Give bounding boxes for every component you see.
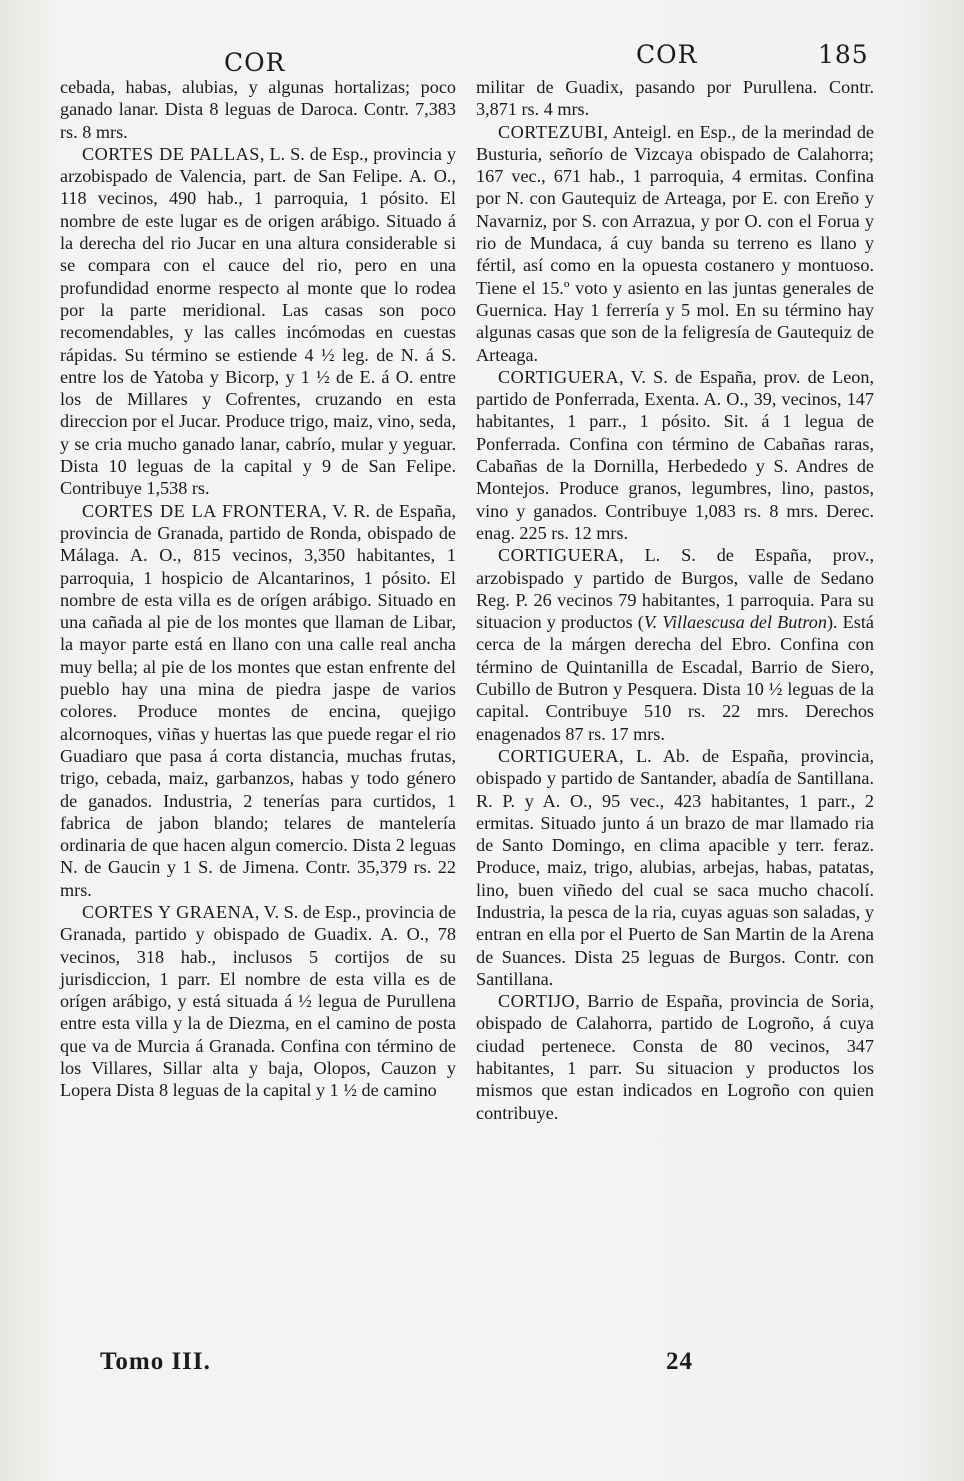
entry-body: , V. S. de Esp., provincia de Granada, partido y obispado de Guadix. A. O., 78 vecinos, 318 hab., inclusos 5 cortijos de su jurisdiccion, 1 parr. El nombre de esta villa es de orígen arábigo, y está situada á ½ legua de Purullena entre esta villa y la de Diezma, en el camino de posta que va de Murcia á Granada. Confina con término de los Villares, Sillar alta y baja, Olopos, Cauzon y Lopera Dista 8 leguas de la capital y 1 ½ de camino — [60, 901, 456, 1101]
right-column — [476, 76, 874, 1124]
entry-body: , Anteigl. en Esp., de la merindad de Busturia, señorío de Vizcaya obispado de Calahorra; 167 vec., 671 hab., 1 parroquia, 4 ermitas. Confina por N. con Gautequiz de Arteaga, por E. con Ereño y Navarniz, por S. con Arrazua, y por O. con el Forua y rio de Mundaca, á cuy banda su terreno es llano y fértil, así como en la opuesta costanero y montuoso. Tiene el 15.º voto y asiento en las juntas generales de Guernica. Hay 1 ferrería y 5 mol. En su término hay algunas casas que son de la feligresía de Gautequiz de Arteaga. — [476, 121, 874, 365]
signature-mark: 24 — [666, 1348, 693, 1375]
page-number: 185 — [818, 40, 869, 69]
entry-headword: CORTES DE PALLAS — [82, 143, 260, 164]
entry-body: , Barrio de España, provincia de Soria, obispado de Calahorra, partido de Logroño, á cuya ciudad pertenece. Consta de 80 vecinos, 347 habitantes, 1 parr. Su situacion y productos los mismos que estan indicados en Logroño con quien contribuye. — [476, 991, 874, 1123]
entry-headword: CORTES Y GRAENA — [82, 901, 255, 922]
left-column — [60, 76, 456, 1102]
entry-headword: CORTES DE LA FRONTERA — [82, 500, 323, 521]
entry-headword: CORTEZUBI — [498, 121, 604, 142]
entry-body: , V. S. de España, prov. de Leon, partido de Ponferrada, Exenta. A. O., 39, vecinos, 147 habitantes, 1 parr., 1 pósito. Sit. á 1 legua de Ponferrada. Confina con término de Cabañas raras, Cabañas de la Dornilla, Herbededo y S. Andres de Montejos. Produce granos, legumbres, lino, pastos, vino y ganados. Contribuye 1,083 rs. 8 mrs. Derec. enag. 225 rs. 12 mrs. — [476, 366, 874, 543]
continuation-text: cebada, habas, alubias, y algunas hortalizas; poco ganado lanar. Dista 8 leguas de Daroca. Contr. 7,383 rs. 8 mrs. — [60, 77, 456, 142]
entry-headword: CORTIGUERA — [498, 366, 620, 387]
entry-headword: CORTIGUERA — [498, 545, 620, 566]
entry-cortiguera-burgos — [476, 544, 874, 745]
entry-body: , L. Ab. de España, provincia, obispado y partido de Santander, abadía de Santillana. R. P. y A. O., 95 vec., 423 habitantes, 1 parr., 2 ermitas. Situado junto á un brazo de mar llamado ria de Santo Domingo, en clima apacible y terr. feraz. Produce, maiz, trigo, alubias, arbejas, habas, patatas, lino, buen viñedo del cual se saca mucho chacolí. Industria, la pesca de la ria, cuyas aguas son saladas, y entran en ella por el Puerto de San Martin de la Arena de Suances. Dista 25 leguas de Burgos. Contr. con Santillana. — [476, 745, 874, 989]
entry-headword: CORTIGUERA — [498, 745, 620, 766]
entry-cortiguera-leon — [476, 366, 874, 544]
continuation-text: militar de Guadix, pasando por Purullena. Contr. 3,871 rs. 4 mrs. — [476, 77, 874, 120]
entry-body: ). Está cerca de la márgen derecha del Ebro. Confina con término de Quintanilla de Escadal, Barrio de Siero, Cubillo de Butron y Pesquera. Dista 10 ½ leguas de la capital. Contribuye 510 rs. 22 mrs. Derechos enagenados 87 rs. 17 mrs. — [476, 612, 874, 744]
entry-cortiguera-santander — [476, 745, 874, 990]
left-running-head: COR — [224, 48, 286, 77]
entry-body: , L. S. de Esp., provincia y arzobispado de Valencia, part. de San Felipe. A. O., 118 vecinos, 490 hab., 1 parroquia, 1 pósito. El nombre de este lugar es de origen arábigo. Situado á la derecha del rio Jucar en una altura considerable si se compara con el cauce del rio, pero en una profundidad enorme respecto al monte que lo rodea por la parte meridional. Las casas son poco recomendables, y las calles incómodas en cuestas rápidas. Su término se estiende 4 ½ leg. de N. á S. entre los de Yatoba y Bicorp, y 1 ½ de E. á O. entre los de Millares y Cofrentes, cruzando en esta direccion por el Jucar. Produce trigo, maiz, vino, seda, y se cria mucho ganado lanar, cabrío, mular y yeguar. Dista 10 leguas de la capital y 9 de San Felipe. Contribuye 1,538 rs. — [60, 143, 456, 499]
volume-label: Tomo III. — [100, 1348, 211, 1375]
entry-cortes-de-la-frontera — [60, 500, 456, 901]
entry-cortes-y-graena — [60, 901, 456, 1102]
cross-reference: V. Villaescusa del Butron — [643, 612, 827, 633]
entry-body-before-reference: , L. S. de España, prov., arzobispado y partido de Burgos, valle de Sedano Reg. P. 26 vecinos 79 habitantes, 1 parroquia. Para su situacion y productos ( — [476, 545, 874, 633]
entry-cortes-de-pallas — [60, 143, 456, 500]
right-running-head: COR — [636, 40, 698, 69]
entry-headword: CORTIJO — [498, 991, 576, 1012]
entry-cortezubi — [476, 121, 874, 366]
entry-body: , V. R. de España, provincia de Granada, partido de Ronda, obispado de Málaga. A. O., 815 vecinos, 3,350 habitantes, 1 parroquia, 1 hospicio de Alcantarinos, 1 pósito. El nombre de esta villa es de orígen arábigo. Situado en una cañada al pie de los montes que llaman de Libar, la mayor parte está en llano con una calle real ancha muy bella; al pie de los montes que estan enfrente del pueblo hay una mina de piedra jaspe de varios colores. Produce montes de encina, quejigo alcornoques, viñas y huertas las que puede regar el rio Guadiaro que pasa á corta distancia, muchas frutas, trigo, cebada, maiz, garbanzos, habas y todo género de ganados. Industria, 2 tenerías para curtidos, 1 fabrica de jabon blando; telares de mantelería ordinaria de que hacen algun comercio. Dista 2 leguas N. de Gaucin y 1 S. de Jimena. Contr. 35,379 rs. 22 mrs. — [60, 500, 456, 900]
entry-cortijo — [476, 990, 874, 1124]
